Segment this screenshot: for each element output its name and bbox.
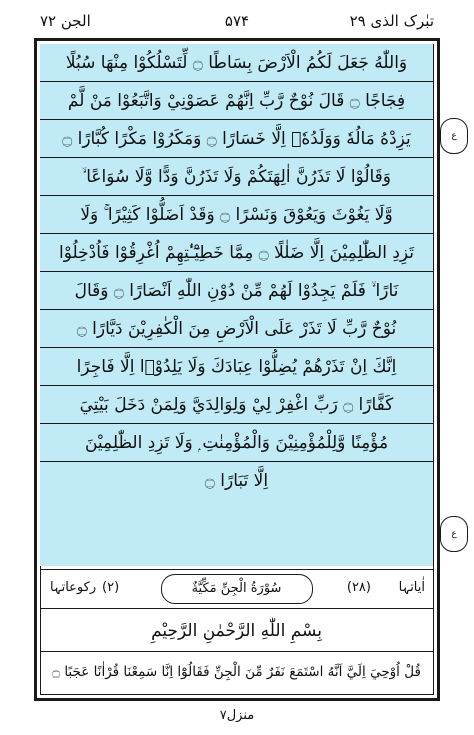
verse-line [40, 44, 433, 82]
juz-label: تبٰرک الذی ۲۹ [349, 12, 434, 30]
verse-line-text: كَفَّارًا ۝ رَبِّ اغْفِرْ لِيْ وَلِوَالِدَيَّ وَلِمَنْ دَخَلَ بَيْتِيَ [79, 394, 394, 415]
verse-line [40, 120, 433, 158]
page-frame [34, 38, 440, 701]
verse-line-text: وَاللّٰهُ جَعَلَ لَكُمُ الْاَرْضَ بِسَاطًا ۝ لِّتَسْلُكُوْا مِنْهَا سُبُلًا [65, 52, 408, 73]
ruku-label: رکوعاتہا [50, 580, 97, 595]
verse-line [40, 310, 433, 348]
verse-line [40, 386, 433, 424]
verse-line [40, 158, 433, 196]
ruku-marker-icon [440, 118, 468, 154]
verse-line-text: وَقَالُوْا لَا تَذَرُنَّ اٰلِهَتَكُمْ وَلَا تَذَرُنَّ وَدًّا وَّلَا سُوَاعًا ۙ [81, 166, 392, 187]
ruku-marker-label: ع [451, 529, 457, 539]
ruku-marker-label: ع [451, 131, 457, 141]
verse-line-text: فِجَاجًا ۝ قَالَ نُوْحٌ رَّبِّ اِنَّهُمْ عَصَوْنِيْ وَاتَّبَعُوْا مَنْ لَّمْ [67, 90, 406, 111]
verse-line [40, 234, 433, 272]
verse-line [40, 82, 433, 120]
verse-line-text: تَزِدِ الظّٰلِمِيْنَ اِلَّا ضَلٰلًا ۝ مِمَّا خَطِيْٓـٰٔتِهِمْ اُغْرِقُوْا فَاُدْخِلُوْا [59, 242, 414, 263]
verse-line-text: وَّلَا يَغُوْثَ وَيَعُوْقَ وَنَسْرًا ۝ وَقَدْ اَضَلُّوْا كَثِيْرًا ۚ وَلَا [80, 204, 393, 225]
verse-area [40, 44, 433, 566]
verse-line [40, 272, 433, 310]
ayat-label: اٰیاتہا [398, 580, 425, 595]
surah-header-band [40, 569, 433, 609]
verse-lines [40, 44, 433, 566]
manzil-footer: منزل۷ [219, 708, 255, 723]
verse-line-text: يَزِدْهُ مَالُهٗ وَوَلَدُهٗۤ اِلَّا خَسَارًا ۝ وَمَكَرُوْا مَكْرًا كُبَّارًا ۝ [62, 128, 411, 149]
ayat-count: (۲۸) [346, 580, 371, 595]
verse-line [40, 651, 433, 692]
surah-opening [40, 611, 433, 695]
surah-title-cartouche [161, 574, 313, 604]
verse-line-text: نَارًا ۙ فَلَمْ يَجِدُوْا لَهُمْ مِّنْ دُوْنِ اللّٰهِ اَنْصَارًا ۝ وَقَالَ [74, 280, 399, 301]
page-number: ۵۷۴ [224, 12, 250, 30]
verse-line-text: اِنَّكَ اِنْ تَذَرْهُمْ يُضِلُّوْا عِبَادَكَ وَلَا يَلِدُوْۤا اِلَّا فَاجِرًا [76, 356, 397, 377]
surah-label: الجن ۷۲ [40, 12, 91, 30]
bismillah-line [40, 611, 433, 651]
verse-line-text: اِلَّا تَبَارًا ۝ [204, 471, 269, 491]
verse-line-text: قُلْ اُوْحِيَ اِلَيَّ اَنَّهُ اسْتَمَعَ نَفَرٌ مِّنَ الْجِنِّ فَقَالُوْٓا اِنَّا سَمِعْنَا قُرْاٰنًا عَجَبًا ۝ [52, 664, 421, 680]
page-header [36, 4, 438, 38]
verse-line-text: مُؤْمِنًا وَّلِلْمُؤْمِنِيْنَ وَالْمُؤْمِنٰتِ ۭ وَلَا تَزِدِ الظّٰلِمِيْنَ [84, 432, 389, 453]
verse-line [40, 348, 433, 386]
verse-line [40, 424, 433, 462]
ruku-count: (۲) [102, 580, 120, 595]
ruku-marker-icon [440, 516, 468, 552]
bismillah-text: بِسْمِ اللّٰهِ الرَّحْمٰنِ الرَّحِيْمِ [151, 621, 322, 641]
surah-title: سُوْرَةُ الْجِنِّ مَكِّيَّةٌ [191, 581, 282, 596]
verse-line [40, 196, 433, 234]
verse-line-text: نُوْحٌ رَّبِّ لَا تَذَرْ عَلَى الْاَرْضِ مِنَ الْكٰفِرِيْنَ دَيَّارًا ۝ [76, 318, 397, 339]
verse-line [40, 462, 433, 500]
